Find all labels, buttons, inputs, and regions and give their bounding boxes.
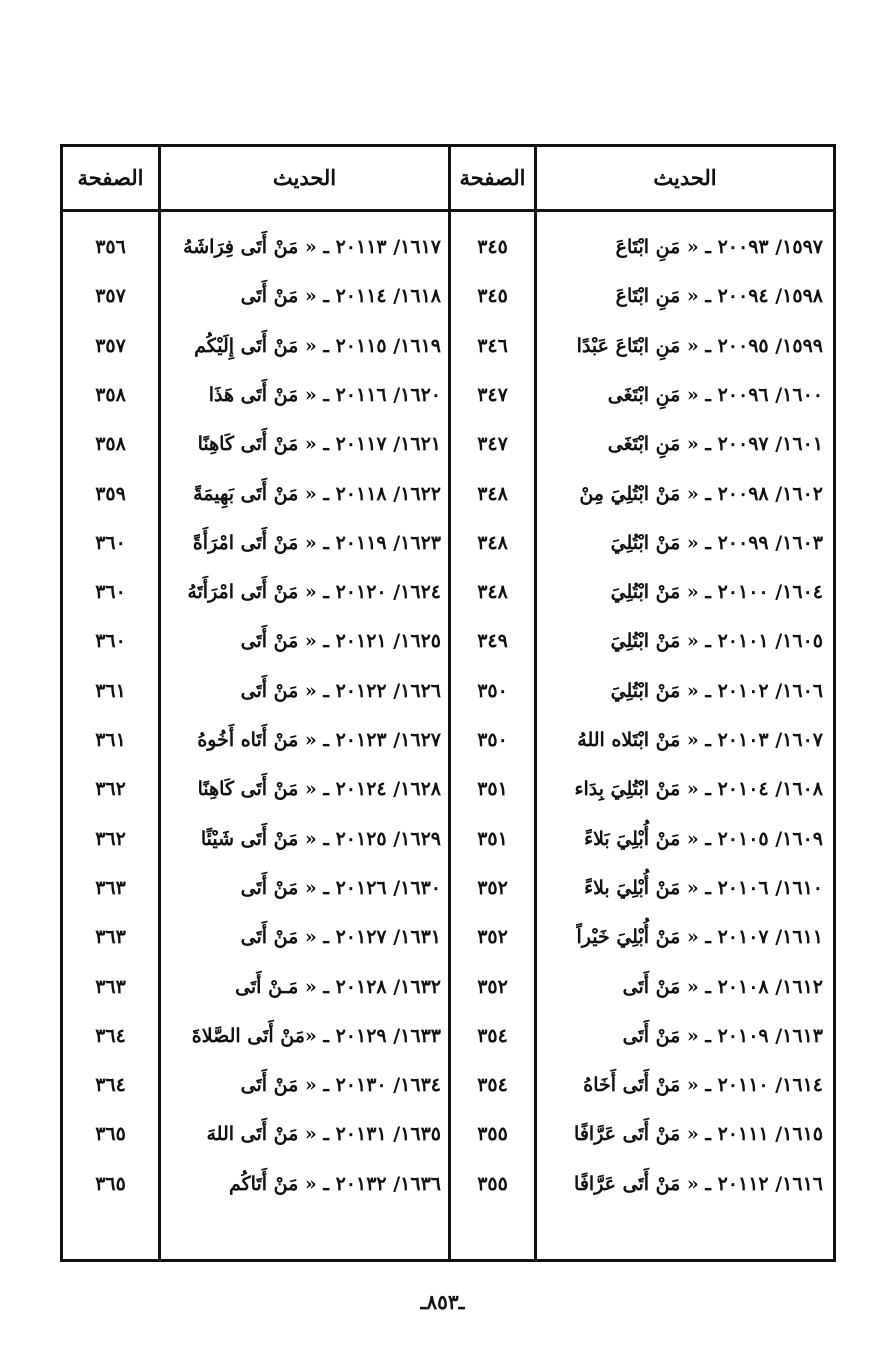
page-reference: ٣٥٥ — [477, 1123, 508, 1146]
hadith-entry: ١٦٠٥/ ٢٠١٠١ ـ « مَنْ ابْتُلِيَ — [610, 630, 823, 653]
index-table — [60, 144, 836, 1262]
hadith-entry: ١٦٢٢/ ٢٠١١٨ ـ « مَنْ أَتَى بَهِيمَةً — [193, 482, 441, 505]
hadith-entry: ١٦٢٥/ ٢٠١٢١ ـ « مَنْ أَتَى — [240, 630, 441, 653]
hadith-entry: ١٦٠٠/ ٢٠٠٩٦ ـ « مَنِ ابْتَغَى — [607, 383, 823, 406]
hadith-entry: ١٥٩٨/ ٢٠٠٩٤ ـ « مَنِ ابْتَاعَ — [615, 285, 823, 308]
page-reference: ٣٥١ — [477, 778, 508, 801]
hadith-entry: ١٦٢٠/ ٢٠١١٦ ـ « مَنْ أَتَى هَذَا — [208, 383, 441, 406]
page-reference: ٣٥٤ — [477, 1024, 508, 1047]
page-reference: ٣٤٩ — [477, 630, 508, 653]
hadith-entry: ١٦٠٦/ ٢٠١٠٢ ـ « مَنْ ابْتُلِيَ — [610, 679, 823, 702]
page-reference: ٣٥٧ — [95, 285, 126, 308]
page-reference: ٣٥٦ — [95, 236, 126, 258]
page-reference: ٣٦٥ — [95, 1123, 126, 1146]
hadith-entry: ١٦١٩/ ٢٠١١٥ ـ « مَنْ أَتَى إِلَيْكُم — [194, 334, 441, 357]
hadith-entry: ١٦١٣/ ٢٠١٠٩ ـ « مَنْ أَتَى — [622, 1024, 823, 1047]
page-reference: ٣٥٢ — [477, 926, 508, 949]
hadith-entry: ١٦٠٨/ ٢٠١٠٤ ـ « مَنْ ابْتُلِيَ بِدَاء — [574, 778, 823, 801]
hadith-entry: ١٦٠٩/ ٢٠١٠٥ ـ « مَنْ أُبْلِيَ بَلاءً — [584, 827, 823, 850]
page-reference: ٣٥٢ — [477, 876, 508, 899]
hadith-entry: ١٦٢٤/ ٢٠١٢٠ ـ « مَنْ أَتَى امْرَأَتَهُ — [187, 581, 441, 604]
hadith-entry: ١٦١٦/ ٢٠١١٢ ـ « مَنْ أَتَى عَرَّافًا — [574, 1172, 823, 1195]
hadith-entry: ١٦٢٣/ ٢٠١١٩ ـ « مَنْ أَتَى امْرَأَةً — [192, 531, 441, 554]
page-reference: ٣٥١ — [477, 827, 508, 850]
page-reference: ٣٤٨ — [477, 531, 508, 554]
page-reference: ٣٦٣ — [95, 876, 126, 899]
hadith-entry: ١٦٢٧/ ٢٠١٢٣ ـ « مَنْ أَتَاه أَخُوهُ — [197, 729, 441, 751]
page-reference: ٣٦١ — [95, 679, 126, 702]
column-divider — [534, 147, 537, 1259]
hadith-entry: ١٦٣٠/ ٢٠١٢٦ ـ « مَنْ أَتَى — [240, 876, 441, 899]
page-reference: ٣٤٥ — [477, 285, 508, 308]
page-reference: ٣٤٥ — [477, 236, 508, 258]
page-reference: ٣٦٢ — [95, 827, 126, 850]
hadith-entry: ١٥٩٩/ ٢٠٠٩٥ ـ « مَنِ ابْتَاعَ عَبْدًا — [576, 334, 823, 357]
hadith-entry: ١٦٣٣/ ٢٠١٢٩ ـ «مَنْ أَتَى الصَّلاةَ — [191, 1024, 441, 1047]
hadith-entry: ١٦٣٤/ ٢٠١٣٠ ـ « مَنْ أَتَى — [240, 1074, 441, 1097]
hadith-entry: ١٦١٤/ ٢٠١١٠ ـ « مَنْ أَتَى أَخَاهُ — [583, 1074, 823, 1097]
hadith-entry: ١٦٠٢/ ٢٠٠٩٨ ـ « مَنْ ابْتُلِيَ مِنْ — [579, 482, 823, 505]
page-number: ـ٨٥٣ـ — [420, 1290, 465, 1314]
hadith-entry: ١٦١٧/ ٢٠١١٣ ـ « مَنْ أَتَى فِرَاشَهُ — [183, 236, 441, 258]
page-reference: ٣٤٦ — [477, 334, 508, 357]
hadith-entry: ١٦٣١/ ٢٠١٢٧ ـ « مَنْ أَتَى — [240, 926, 441, 949]
hadith-entry: ١٦١٥/ ٢٠١١١ ـ « مَنْ أَتَى عَرَّافًا — [574, 1123, 823, 1146]
page-reference: ٣٤٧ — [477, 383, 508, 406]
page-reference: ٣٥٨ — [95, 433, 126, 456]
hadith-entry: ١٦٠٤/ ٢٠١٠٠ ـ « مَنْ ابْتُلِيَ — [610, 581, 823, 604]
hadith-entry: ١٦١٢/ ٢٠١٠٨ ـ « مَنْ أَتَى — [622, 975, 823, 998]
hadith-entry: ١٦٢٨/ ٢٠١٢٤ ـ « مَنْ أَتَى كَاهِنًا — [197, 778, 441, 801]
hadith-entry: ١٦٣٥/ ٢٠١٣١ ـ « مَنْ أَتَى اللهَ — [206, 1123, 441, 1146]
page-reference: ٣٦٥ — [95, 1172, 126, 1195]
page-reference: ٣٤٨ — [477, 581, 508, 604]
page-reference: ٣٤٧ — [477, 433, 508, 456]
hadith-entry: ١٦٠٧/ ٢٠١٠٣ ـ « مَنْ ابْتَلاه اللهُ — [577, 729, 823, 751]
page-reference: ٣٥٢ — [477, 975, 508, 998]
page-reference: ٣٤٨ — [477, 482, 508, 505]
hadith-entry: ١٦١٠/ ٢٠١٠٦ ـ « مَنْ أُبْلِيَ بلاءً — [584, 876, 823, 899]
page-reference: ٣٦٤ — [95, 1024, 126, 1047]
hadith-entry: ١٦٣٦/ ٢٠١٣٢ ـ « مَنْ أَتَاكُم — [228, 1172, 441, 1195]
page-reference: ٣٥٠ — [477, 679, 508, 702]
hadith-entry: ١٦٣٢/ ٢٠١٢٨ ـ « مَـنْ أَتَى — [235, 975, 441, 998]
hadith-entry: ١٦٢٩/ ٢٠١٢٥ ـ « مَنْ أَتَى شَيْئًا — [200, 827, 441, 850]
page-reference: ٣٦٠ — [95, 630, 126, 653]
hadith-entry: ١٦٠٣/ ٢٠٠٩٩ ـ « مَنْ ابْتُلِيَ — [610, 531, 823, 554]
column-divider — [158, 147, 161, 1259]
right-page-header: الصفحة — [459, 165, 526, 190]
page-reference: ٣٦٤ — [95, 1074, 126, 1097]
page-reference: ٣٥٥ — [477, 1172, 508, 1195]
page-reference: ٣٦٠ — [95, 531, 126, 554]
page-reference: ٣٦٢ — [95, 778, 126, 801]
page-reference: ٣٦٠ — [95, 581, 126, 604]
page-reference: ٣٦٣ — [95, 926, 126, 949]
page-reference: ٣٥٤ — [477, 1074, 508, 1097]
hadith-entry: ١٦٢٦/ ٢٠١٢٢ ـ « مَنْ أَتَى — [240, 679, 441, 702]
page-reference: ٣٥٨ — [95, 383, 126, 406]
hadith-entry: ١٦١١/ ٢٠١٠٧ ـ « مَنْ أُبْلِيَ خَيْراً — [576, 926, 823, 949]
hadith-entry: ١٦٢١/ ٢٠١١٧ ـ « مَنْ أَتَى كَاهِنًا — [197, 433, 441, 456]
left-hadith-header: الحديث — [272, 165, 337, 190]
page-reference: ٣٥٠ — [477, 729, 508, 751]
left-page-header: الصفحة — [77, 165, 144, 190]
hadith-entry: ١٦٠١/ ٢٠٠٩٧ ـ « مَنِ ابْتَغَى — [607, 433, 823, 456]
hadith-entry: ١٦١٨/ ٢٠١١٤ ـ « مَنْ أَتَى — [240, 285, 441, 308]
page-reference: ٣٥٧ — [95, 334, 126, 357]
page-reference: ٣٦١ — [95, 729, 126, 751]
hadith-entry: ١٥٩٧/ ٢٠٠٩٣ ـ « مَنِ ابْتَاعَ — [615, 236, 823, 258]
header-divider — [63, 209, 833, 212]
right-hadith-header: الحديث — [653, 165, 717, 190]
page-reference: ٣٦٣ — [95, 975, 126, 998]
page-reference: ٣٥٩ — [95, 482, 126, 505]
